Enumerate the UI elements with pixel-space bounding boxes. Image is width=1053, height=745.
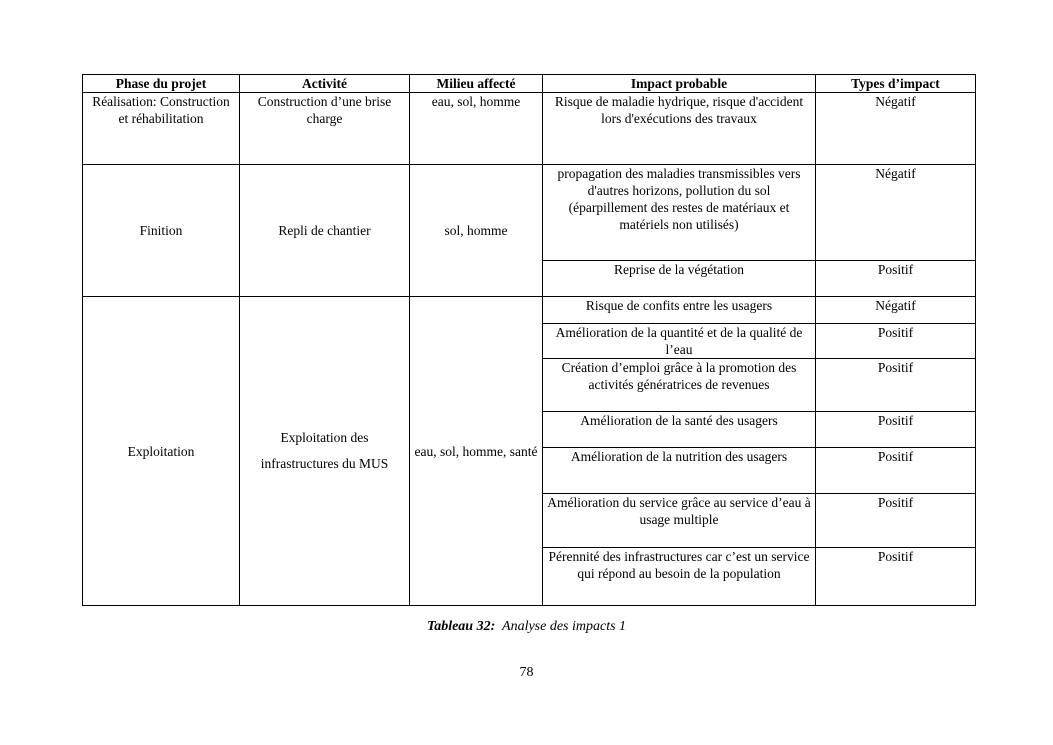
header-phase: Phase du projet xyxy=(83,75,240,93)
page-number: 78 xyxy=(519,665,534,680)
phase-cell: Exploitation xyxy=(83,297,240,606)
caption-text: Analyse des impacts 1 xyxy=(502,619,627,634)
header-type: Types d’impact xyxy=(816,75,976,93)
table-row xyxy=(83,297,976,324)
phase-cell: Réalisation: Construction et réhabilitation xyxy=(83,93,240,165)
type-cell: Positif xyxy=(816,548,976,606)
activite-cell: Construction d’une brise charge xyxy=(240,93,410,165)
type-cell: Négatif xyxy=(816,93,976,165)
impact-cell: Amélioration de la santé des usagers xyxy=(543,412,816,448)
milieu-cell: sol, homme xyxy=(410,165,543,297)
table-header-row xyxy=(83,75,976,93)
caption-label: Tableau 32: xyxy=(426,619,496,634)
impact-cell: Amélioration du service grâce au service d’eau à usage multiple xyxy=(543,494,816,548)
header-milieu: Milieu affecté xyxy=(410,75,543,93)
activite-cell: Exploitation des infrastructures du MUS xyxy=(240,297,410,606)
impact-cell: Pérennité des infrastructures car c’est un service qui répond au besoin de la population xyxy=(543,548,816,606)
type-cell: Positif xyxy=(816,448,976,494)
impact-cell: propagation des maladies transmissibles vers d'autres horizons, pollution du sol (éparpillement des restes de matériaux et matériels non utilisés) xyxy=(543,165,816,261)
impact-cell: Risque de maladie hydrique, risque d'accident lors d'exécutions des travaux xyxy=(543,93,816,165)
header-impact: Impact probable xyxy=(543,75,816,93)
table-row xyxy=(83,93,976,165)
type-cell: Positif xyxy=(816,261,976,297)
table-caption xyxy=(0,619,1053,635)
type-cell: Positif xyxy=(816,412,976,448)
phase-cell: Finition xyxy=(83,165,240,297)
type-cell: Négatif xyxy=(816,165,976,261)
impact-cell: Reprise de la végétation xyxy=(543,261,816,297)
type-cell: Positif xyxy=(816,324,976,359)
type-cell: Négatif xyxy=(816,297,976,324)
table-row xyxy=(83,165,976,261)
activite-cell: Repli de chantier xyxy=(240,165,410,297)
type-cell: Positif xyxy=(816,494,976,548)
milieu-cell: eau, sol, homme xyxy=(410,93,543,165)
impact-cell: Amélioration de la quantité et de la qualité de l’eau xyxy=(543,324,816,359)
impact-cell: Création d’emploi grâce à la promotion des activités génératrices de revenues xyxy=(543,359,816,412)
impact-cell: Risque de confits entre les usagers xyxy=(543,297,816,324)
type-cell: Positif xyxy=(816,359,976,412)
milieu-cell: eau, sol, homme, santé xyxy=(410,297,543,606)
impact-cell: Amélioration de la nutrition des usagers xyxy=(543,448,816,494)
impact-analysis-table xyxy=(82,74,976,606)
header-activite: Activité xyxy=(240,75,410,93)
